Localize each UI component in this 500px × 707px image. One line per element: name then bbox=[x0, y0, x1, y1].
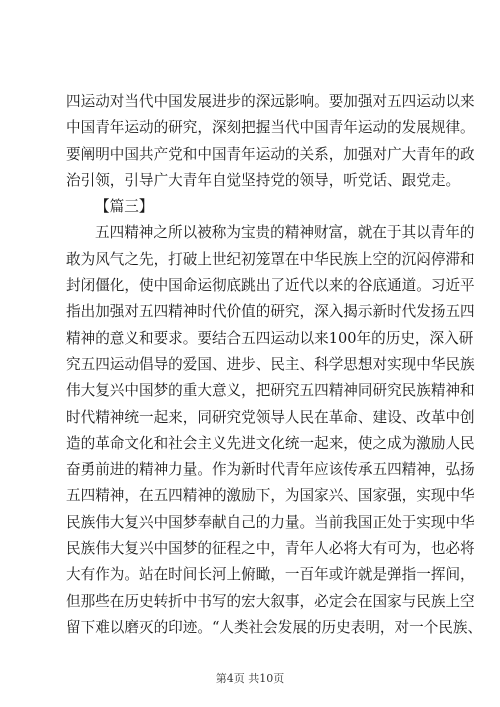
paragraph-2-line-15: 但那些在历史转折中书写的宏大叙事，必定会在国家与民族上空 bbox=[66, 592, 475, 610]
document-body bbox=[66, 89, 483, 641]
paragraph-1-line-4: 治引领，引导广大青年自觉坚持党的领导，听党话、跟党走。 bbox=[66, 171, 461, 189]
paragraph-2-line-2: 敢为风气之先，打破上世纪初笼罩在中华民族上空的沉闷停滞和 bbox=[66, 250, 475, 268]
paragraph-1-line-1: 四运动对当代中国发展进步的深远影响。要加强对五四运动以来 bbox=[66, 93, 475, 110]
paragraph-2-line-3: 封闭僵化，使中国命运彻底跳出了近代以来的谷底通道。习近平 bbox=[66, 277, 475, 295]
paragraph-2-line-14: 大有作为。站在时间长河上俯瞰，一百年或许就是弹指一挥间， bbox=[66, 566, 475, 584]
paragraph-2-line-1: 五四精神之所以被称为宝贵的精神财富，就在于其以青年的 bbox=[95, 224, 475, 242]
paragraph-2-line-4: 指出加强对五四精神时代价值的研究，深入揭示新时代发扬五四 bbox=[66, 303, 475, 321]
paragraph-2-line-12: 民族伟大复兴中国梦奉献自己的力量。当前我国正处于实现中华 bbox=[66, 513, 475, 531]
paragraph-2-line-16: 留下难以磨灭的印迹。“人类社会发展的历史表明，对一个民族、 bbox=[66, 618, 483, 636]
paragraph-2-line-10: 奋勇前进的精神力量。作为新时代青年应该传承五四精神，弘扬 bbox=[66, 461, 475, 479]
paragraph-2-line-5: 精神的意义和要求。要结合五四运动以来100年的历史，深入研 bbox=[66, 329, 474, 347]
section-heading: 【篇三】 bbox=[95, 198, 154, 216]
paragraph-1-line-3: 要阐明中国共产党和中国青年运动的关系，加强对广大青年的政 bbox=[66, 145, 475, 163]
paragraph-2-line-6: 究五四运动倡导的爱国、进步、民主、科学思想对实现中华民族 bbox=[66, 355, 475, 373]
paragraph-2-line-11: 五四精神，在五四精神的激励下，为国家兴、国家强，实现中华 bbox=[66, 487, 475, 505]
paragraph-2-line-8: 时代精神统一起来，同研究党领导人民在革命、建设、改革中创 bbox=[66, 408, 475, 426]
page-footer: 第4页 共10页 bbox=[215, 672, 285, 685]
paragraph-2-line-13: 民族伟大复兴中国梦的征程之中，青年人必将大有可为，也必将 bbox=[66, 540, 475, 558]
paragraph-2-line-9: 造的革命文化和社会主义先进文化统一起来，使之成为激励人民 bbox=[66, 434, 475, 452]
paragraph-1-line-2: 中国青年运动的研究，深刻把握当代中国青年运动的发展规律。 bbox=[66, 119, 475, 137]
paragraph-2-line-7: 伟大复兴中国梦的重大意义，把研究五四精神同研究民族精神和 bbox=[66, 382, 475, 400]
